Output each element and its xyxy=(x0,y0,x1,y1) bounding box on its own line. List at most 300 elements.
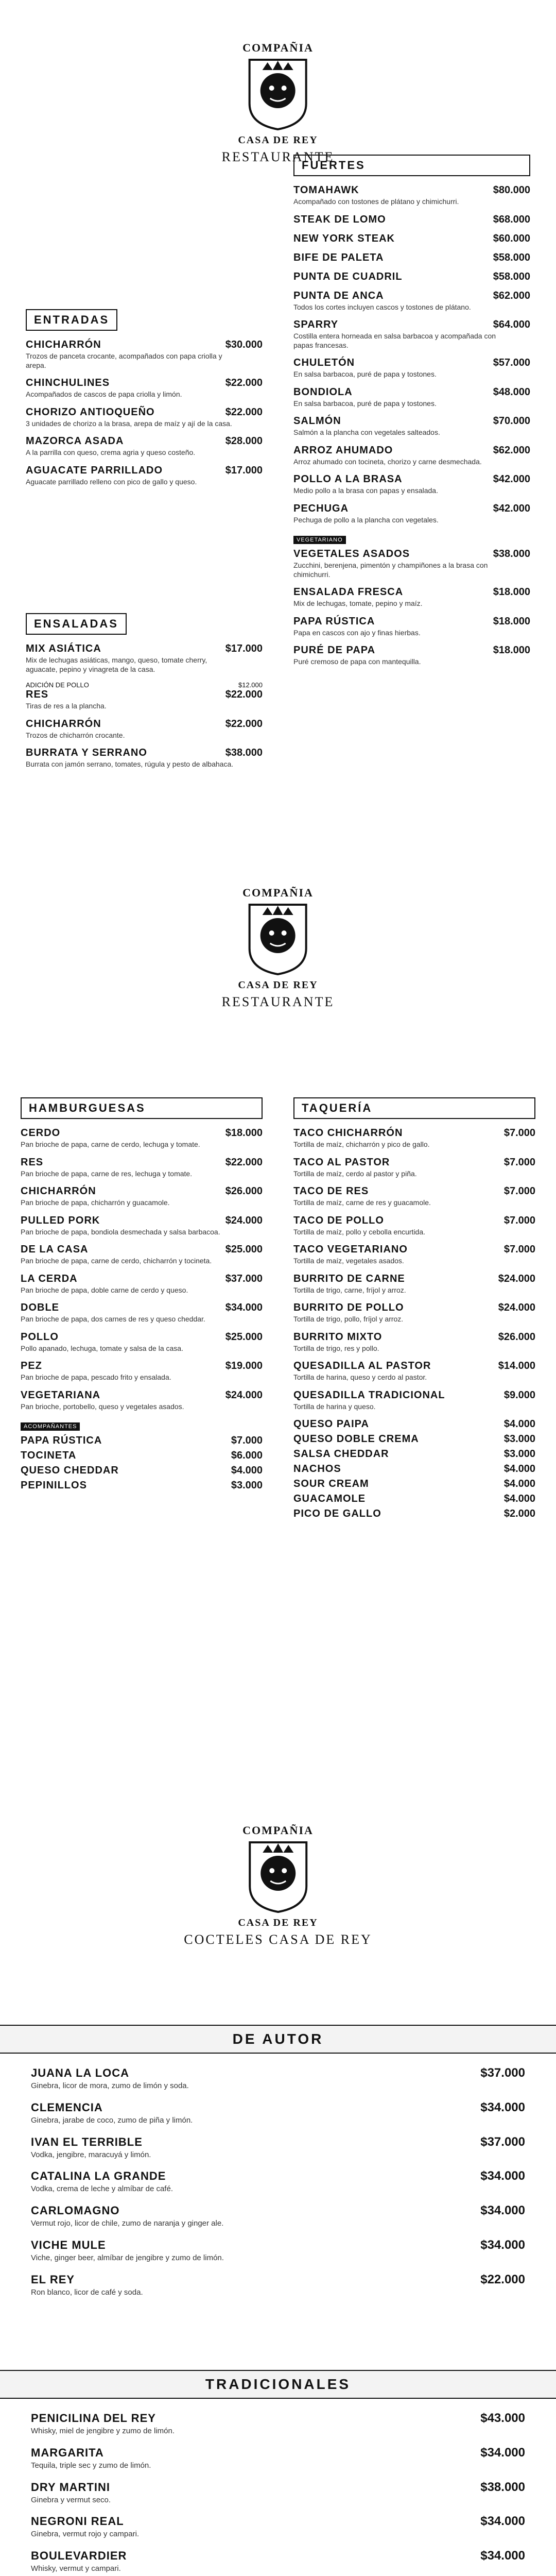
menu-item xyxy=(293,1157,535,1179)
menu-item-row xyxy=(31,2273,525,2287)
menu-item-desc: Tequila, triple sec y zumo de limón. xyxy=(31,2461,151,2470)
menu-item xyxy=(26,406,263,429)
menu-item-name: CHICHARRÓN xyxy=(26,718,101,730)
menu-item xyxy=(26,435,263,457)
menu-item-row xyxy=(293,386,530,398)
menu-item-name: PENICILINA DEL REY xyxy=(31,2412,156,2425)
menu-item-row xyxy=(293,1478,535,1490)
menu-item-price: $2.000 xyxy=(503,1508,535,1519)
menu-item-price: $4.000 xyxy=(503,1493,535,1504)
menu-item xyxy=(293,1448,535,1460)
menu-item xyxy=(293,252,530,264)
brand-name-top-3: COMPAÑIA xyxy=(242,1824,314,1837)
menu-item xyxy=(293,1433,535,1445)
menu-item-price: $26.000 xyxy=(225,1185,263,1197)
menu-item-desc: Arroz ahumado con tocineta, chorizo y carne desmechada. xyxy=(293,457,482,466)
taqueria-title: TAQUERÍA xyxy=(293,1097,535,1119)
menu-item xyxy=(293,184,530,207)
brand-name-bottom: CASA DE REY xyxy=(238,134,318,146)
menu-item xyxy=(21,1465,263,1477)
menu-item-row xyxy=(293,1433,535,1445)
menu-item-price: $4.000 xyxy=(503,1478,535,1489)
menu-item-name: CHINCHULINES xyxy=(26,377,110,388)
menu-item-row xyxy=(293,233,530,245)
menu-item-price: $24.000 xyxy=(498,1302,535,1313)
menu-item xyxy=(26,747,263,769)
menu-item-row xyxy=(31,2549,525,2563)
menu-item-row xyxy=(21,1331,263,1343)
menu-item-price: $18.000 xyxy=(493,586,530,598)
menu-item-desc: Pan brioche de papa, chicharrón y guacamole. xyxy=(21,1198,170,1207)
menu-item-price: $24.000 xyxy=(225,1214,263,1226)
menu-item-row xyxy=(293,1418,535,1430)
menu-item-row xyxy=(26,689,263,701)
de-autor-section xyxy=(31,2066,525,2307)
menu-item-name: TOMAHAWK xyxy=(293,184,359,196)
hamburguesas-section xyxy=(21,1097,263,1495)
menu-item-row xyxy=(293,1215,535,1227)
menu-item-name: CERDO xyxy=(21,1127,61,1139)
menu-item xyxy=(31,2411,525,2436)
menu-item-name: BURRATA Y SERRANO xyxy=(26,747,147,758)
menu-item xyxy=(293,1389,535,1412)
menu-item xyxy=(293,214,530,226)
menu-item-name: ENSALADA FRESCA xyxy=(293,586,404,598)
menu-item-price: $18.000 xyxy=(493,645,530,656)
menu-item-price: $7.000 xyxy=(231,1435,263,1446)
menu-item-row xyxy=(293,445,530,456)
tradicionales-title: TRADICIONALES xyxy=(0,2370,556,2399)
menu-item-price: $48.000 xyxy=(493,386,530,398)
menu-item xyxy=(26,465,263,487)
menu-item-price: $62.000 xyxy=(493,444,530,456)
menu-item-name: SALSA CHEDDAR xyxy=(293,1448,389,1460)
menu-item-desc: Trozos de chicharrón crocante. xyxy=(26,731,125,739)
menu-item-row xyxy=(21,1450,263,1462)
menu-item-desc: Todos los cortes incluyen cascos y tostones de plátano. xyxy=(293,302,471,311)
menu-item-name: CARLOMAGNO xyxy=(31,2204,120,2217)
menu-item-price: $24.000 xyxy=(498,1273,535,1284)
restaurant-caption: RESTAURANTE xyxy=(221,149,335,164)
menu-item-name: PEPINILLOS xyxy=(21,1480,87,1491)
menu-item-price: $22.000 xyxy=(225,689,263,700)
menu-item-price: $22.000 xyxy=(225,406,263,418)
brand-name-bottom-3: CASA DE REY xyxy=(238,1917,318,1928)
menu-item-desc: Tortilla de trigo, pollo, fríjol y arroz. xyxy=(293,1315,404,1323)
menu-item-price: $64.000 xyxy=(493,319,530,330)
menu-item-price: $4.000 xyxy=(231,1465,263,1476)
ensaladas-title: ENSALADAS xyxy=(26,613,127,635)
menu-item-price: $18.000 xyxy=(493,615,530,627)
menu-item-price: $34.000 xyxy=(225,1302,263,1313)
menu-item-name: PUNTA DE CUADRIL xyxy=(293,270,403,282)
menu-item-price: $25.000 xyxy=(225,1331,263,1343)
menu-item-name: TACO DE POLLO xyxy=(293,1214,384,1226)
menu-item-row xyxy=(31,2204,525,2218)
menu-item-desc: Tortilla de maíz, carne de res y guacamole. xyxy=(293,1198,431,1207)
menu-item-row xyxy=(31,2238,525,2252)
menu-item-name: STEAK DE LOMO xyxy=(293,213,386,225)
menu-item xyxy=(21,1435,263,1447)
menu-item-name: BOULEVARDIER xyxy=(31,2549,127,2562)
menu-item-row xyxy=(293,415,530,427)
menu-item-desc: Mix de lechugas, tomate, pepino y maíz. xyxy=(293,599,423,607)
menu-item-price: $37.000 xyxy=(225,1273,263,1284)
menu-item-name: MARGARITA xyxy=(31,2446,104,2459)
menu-item xyxy=(293,1360,535,1382)
menu-item-name: RES xyxy=(26,689,49,700)
menu-item xyxy=(293,415,530,437)
menu-item-name: POLLO xyxy=(21,1331,59,1343)
menu-item-name: NEW YORK STEAK xyxy=(293,232,395,244)
menu-item-row xyxy=(26,339,263,351)
menu-item-desc: Papa en cascos con ajo y finas hierbas. xyxy=(293,628,421,637)
menu-item xyxy=(293,1478,535,1490)
menu-item-row xyxy=(26,643,263,655)
menu-item xyxy=(21,1331,263,1353)
menu-item-row xyxy=(293,1389,535,1401)
menu-item-desc: Pollo apanado, lechuga, tomate y salsa de la casa. xyxy=(21,1344,183,1352)
menu-item-row xyxy=(31,2514,525,2529)
menu-item-name: BONDIOLA xyxy=(293,386,353,398)
menu-item-name: NACHOS xyxy=(293,1463,341,1475)
menu-item-price: $38.000 xyxy=(480,2480,525,2494)
menu-item-price: $7.000 xyxy=(503,1214,535,1226)
menu-item-desc: Mix de lechugas asiáticas, mango, queso, tomate cherry, aguacate, pepino y vinagreta de la casa. xyxy=(26,656,207,673)
menu-item-price: $22.000 xyxy=(225,718,263,730)
menu-item-name: PUNTA DE ANCA xyxy=(293,290,384,301)
menu-item-desc: Pan brioche de papa, pescado frito y ensalada. xyxy=(21,1373,171,1381)
menu-item-name: BURRITO MIXTO xyxy=(293,1331,383,1343)
menu-item-name: PECHUGA xyxy=(293,502,349,514)
menu-item-name: PULLED PORK xyxy=(21,1214,100,1226)
menu-item-name: CHICHARRÓN xyxy=(26,339,101,350)
addon-name: ADICIÓN DE POLLO xyxy=(26,681,89,689)
menu-item xyxy=(293,548,530,579)
menu-item-price: $3.000 xyxy=(231,1480,263,1491)
menu-item-price: $7.000 xyxy=(503,1127,535,1139)
menu-item-name: CLEMENCIA xyxy=(31,2100,103,2114)
menu-item-name: CHULETÓN xyxy=(293,357,355,368)
menu-item-row xyxy=(293,586,530,598)
menu-item xyxy=(21,1360,263,1382)
menu-item-price: $34.000 xyxy=(480,2169,525,2183)
brand-name-top: COMPAÑIA xyxy=(242,41,314,54)
menu-item-name: ARROZ AHUMADO xyxy=(293,444,393,456)
menu-item xyxy=(31,2169,525,2194)
menu-item xyxy=(31,2480,525,2505)
menu-item xyxy=(21,1157,263,1179)
menu-item-row xyxy=(293,503,530,515)
menu-item-price: $38.000 xyxy=(493,548,530,560)
menu-item-name: NEGRONI REAL xyxy=(31,2515,124,2528)
menu-item-desc: Costilla entera horneada en salsa barbacoa y acompañada con papas francesas. xyxy=(293,332,496,349)
menu-item-desc: Pan brioche de papa, carne de cerdo, lechuga y tomate. xyxy=(21,1140,200,1148)
menu-item xyxy=(21,1273,263,1295)
menu-item-desc: Ginebra, vermut rojo y campari. xyxy=(31,2530,140,2539)
menu-item-price: $62.000 xyxy=(493,290,530,301)
menu-item-desc: Vodka, jengibre, maracuyá y limón. xyxy=(31,2150,151,2159)
menu-item-desc: Vermut rojo, licor de chile, zumo de naranja y ginger ale. xyxy=(31,2219,224,2228)
crest-icon xyxy=(239,1837,317,1914)
menu-item-name: QUESO PAIPA xyxy=(293,1418,369,1430)
menu-item-name: VICHE MULE xyxy=(31,2238,106,2251)
menu-item-name: QUESO DOBLE CREMA xyxy=(293,1433,419,1445)
menu-item-price: $30.000 xyxy=(225,339,263,350)
hamburguesas-title: HAMBURGUESAS xyxy=(21,1097,263,1119)
menu-item xyxy=(26,643,263,674)
menu-item-price: $34.000 xyxy=(480,2514,525,2529)
menu-item-desc: Acompañado con tostones de plátano y chimichurri. xyxy=(293,197,459,206)
brand-name-top-2: COMPAÑIA xyxy=(242,886,314,899)
fuertes-section xyxy=(293,155,530,674)
menu-item xyxy=(293,1127,535,1149)
menu-item-row xyxy=(293,1244,535,1256)
ensaladas-section xyxy=(26,613,263,776)
menu-item-desc: Pan brioche de papa, carne de cerdo, chicharrón y tocineta. xyxy=(21,1257,212,1265)
menu-item-name: BURRITO DE CARNE xyxy=(293,1273,405,1284)
menu-item xyxy=(293,616,530,638)
menu-item-price: $68.000 xyxy=(493,213,530,225)
menu-item xyxy=(26,689,263,711)
menu-item-price: $17.000 xyxy=(225,643,263,654)
menu-item xyxy=(21,1215,263,1237)
menu-item-row xyxy=(293,1493,535,1505)
menu-item-price: $4.000 xyxy=(503,1418,535,1430)
menu-item-desc: Tortilla de harina y queso. xyxy=(293,1402,376,1411)
menu-item xyxy=(293,271,530,283)
menu-item-desc: Viche, ginger beer, almíbar de jengibre y zumo de limón. xyxy=(31,2253,224,2262)
menu-item-price: $3.000 xyxy=(503,1448,535,1460)
menu-item-name: DOBLE xyxy=(21,1302,59,1313)
menu-item-price: $80.000 xyxy=(493,184,530,196)
menu-item-desc: Pechuga de pollo a la plancha con vegetales. xyxy=(293,515,439,524)
menu-item-name: JUANA LA LOCA xyxy=(31,2066,130,2079)
menu-item-name: TACO AL PASTOR xyxy=(293,1156,390,1168)
crest-icon xyxy=(239,55,317,132)
menu-item xyxy=(31,2238,525,2263)
menu-item-price: $19.000 xyxy=(225,1360,263,1371)
menu-item-desc: Pan brioche de papa, dos carnes de res y queso cheddar. xyxy=(21,1315,205,1323)
menu-item-name: CHORIZO ANTIOQUEÑO xyxy=(26,406,155,418)
menu-item-desc: Pan brioche de papa, doble carne de cerdo y queso. xyxy=(21,1285,188,1294)
menu-item xyxy=(26,718,263,740)
menu-item-row xyxy=(21,1244,263,1256)
menu-item xyxy=(31,2100,525,2126)
menu-item-desc: Tortilla de maíz, cerdo al pastor y piña. xyxy=(293,1169,417,1178)
menu-item-price: $37.000 xyxy=(480,2134,525,2149)
menu-item-name: SALMÓN xyxy=(293,415,341,427)
menu-item-desc: Aguacate parrillado relleno con pico de gallo y queso. xyxy=(26,477,197,486)
menu-item-row xyxy=(293,1127,535,1139)
menu-item-price: $7.000 xyxy=(503,1185,535,1197)
menu-item-price: $38.000 xyxy=(225,747,263,758)
brand-name-bottom-2: CASA DE REY xyxy=(238,979,318,991)
menu-item-price: $57.000 xyxy=(493,357,530,368)
menu-item-desc: Medio pollo a la brasa con papas y ensalada. xyxy=(293,486,438,495)
menu-item-row xyxy=(21,1127,263,1139)
menu-item xyxy=(293,1302,535,1324)
brand-logo-3 xyxy=(184,1824,372,1947)
menu-item xyxy=(293,503,530,525)
menu-item-row xyxy=(293,1508,535,1520)
menu-item-desc: Acompañados de cascos de papa criolla y limón. xyxy=(26,390,182,398)
menu-item xyxy=(293,1463,535,1475)
menu-item xyxy=(31,2204,525,2229)
menu-item-name: MAZORCA ASADA xyxy=(26,435,124,447)
addon-row xyxy=(26,681,263,689)
menu-item xyxy=(293,290,530,312)
menu-item-row xyxy=(293,319,530,331)
brand-logo-2 xyxy=(222,886,335,1010)
menu-item-desc: En salsa barbacoa, puré de papa y tostones. xyxy=(293,399,437,408)
menu-item-row xyxy=(21,1215,263,1227)
menu-item-row xyxy=(21,1435,263,1447)
menu-item-row xyxy=(26,465,263,477)
menu-item-name: PEZ xyxy=(21,1360,42,1371)
menu-item-desc: Tortilla de maíz, vegetales asados. xyxy=(293,1257,404,1265)
menu-item-price: $37.000 xyxy=(480,2066,525,2080)
menu-item-desc: Ginebra, jarabe de coco, zumo de piña y limón. xyxy=(31,2115,193,2125)
menu-item xyxy=(31,2446,525,2471)
menu-item-price: $26.000 xyxy=(498,1331,535,1343)
menu-item-row xyxy=(31,2446,525,2460)
addon-price: $12.000 xyxy=(238,681,263,689)
fuertes-title: FUERTES xyxy=(293,155,530,176)
menu-item-row xyxy=(293,1302,535,1314)
brand-logo xyxy=(222,41,335,165)
menu-item-price: $43.000 xyxy=(480,2411,525,2425)
menu-item xyxy=(293,233,530,245)
menu-item-desc: Pan brioche de papa, carne de res, lechuga y tomate. xyxy=(21,1169,193,1178)
menu-item-price: $34.000 xyxy=(480,2238,525,2252)
menu-item-price: $42.000 xyxy=(493,502,530,514)
menu-item-name: QUESO CHEDDAR xyxy=(21,1465,119,1476)
menu-item-row xyxy=(293,214,530,226)
menu-item-desc: Salmón a la plancha con vegetales salteados. xyxy=(293,428,440,436)
menu-item-name: DRY MARTINI xyxy=(31,2480,110,2494)
menu-item-desc: Vodka, crema de leche y almíbar de café. xyxy=(31,2184,173,2194)
menu-item-desc: Tortilla de maíz, chicharrón y pico de gallo. xyxy=(293,1140,430,1148)
menu-item-price: $58.000 xyxy=(493,270,530,282)
menu-item-price: $17.000 xyxy=(225,464,263,476)
menu-item xyxy=(26,339,263,370)
menu-item-row xyxy=(293,357,530,369)
menu-item-row xyxy=(26,406,263,418)
menu-item-name: TACO DE RES xyxy=(293,1185,369,1197)
crest-icon xyxy=(239,900,317,977)
menu-item-desc: Ron blanco, licor de café y soda. xyxy=(31,2287,143,2297)
menu-item-row xyxy=(293,1448,535,1460)
menu-item-row xyxy=(293,473,530,485)
menu-item-row xyxy=(293,1360,535,1372)
menu-item xyxy=(21,1244,263,1266)
menu-item-name: EL REY xyxy=(31,2273,75,2286)
menu-item-price: $22.000 xyxy=(480,2272,525,2286)
entradas-title: ENTRADAS xyxy=(26,309,117,331)
menu-item-price: $25.000 xyxy=(225,1244,263,1255)
menu-item-desc: Pan brioche, portobello, queso y vegetales asados. xyxy=(21,1402,184,1411)
menu-item-desc: Ginebra, licor de mora, zumo de limón y soda. xyxy=(31,2081,189,2090)
menu-item-name: SPARRY xyxy=(293,319,339,330)
menu-item-desc: 3 unidades de chorizo a la brasa, arepa de maíz y ají de la casa. xyxy=(26,419,232,428)
menu-item-name: VEGETARIANA xyxy=(21,1389,101,1401)
menu-item-name: DE LA CASA xyxy=(21,1244,89,1255)
menu-item xyxy=(21,1480,263,1492)
taqueria-section xyxy=(293,1097,535,1523)
menu-item-row xyxy=(293,616,530,628)
menu-item-row xyxy=(293,645,530,656)
menu-item-row xyxy=(31,2480,525,2495)
menu-item-price: $4.000 xyxy=(503,1463,535,1475)
menu-item-row xyxy=(21,1465,263,1477)
menu-item-price: $24.000 xyxy=(225,1389,263,1401)
acompanantes-tag: ACOMPAÑANTES xyxy=(21,1422,80,1431)
menu-item-name: AGUACATE PARRILLADO xyxy=(26,464,163,476)
menu-item xyxy=(21,1302,263,1324)
menu-item-row xyxy=(26,718,263,730)
menu-item-row xyxy=(21,1157,263,1168)
menu-item-name: GUACAMOLE xyxy=(293,1493,366,1504)
menu-item-name: CHICHARRÓN xyxy=(21,1185,96,1197)
menu-item xyxy=(31,2514,525,2539)
menu-item-row xyxy=(31,2135,525,2149)
menu-item-desc: Pan brioche de papa, bondiola desmechada y salsa barbacoa. xyxy=(21,1227,220,1236)
cocteles-caption: COCTELES CASA DE REY xyxy=(184,1932,372,1947)
menu-item-price: $14.000 xyxy=(498,1360,535,1371)
menu-item-desc: Ginebra y vermut seco. xyxy=(31,2495,111,2504)
menu-item-name: BURRITO DE POLLO xyxy=(293,1302,404,1313)
menu-item-desc: Whisky, miel de jengibre y zumo de limón. xyxy=(31,2427,175,2435)
menu-item-name: RES xyxy=(21,1156,44,1168)
menu-item-price: $6.000 xyxy=(231,1450,263,1461)
menu-item-name: TOCINETA xyxy=(21,1450,77,1461)
menu-item xyxy=(293,1185,535,1208)
menu-item-row xyxy=(293,1463,535,1475)
menu-item xyxy=(31,2549,525,2574)
menu-item xyxy=(31,2066,525,2091)
menu-item-price: $22.000 xyxy=(225,1156,263,1168)
menu-item-row xyxy=(21,1389,263,1401)
menu-item xyxy=(293,1508,535,1520)
menu-item-row xyxy=(26,435,263,447)
entradas-section xyxy=(26,309,263,494)
menu-item-desc: Tortilla de trigo, res y pollo. xyxy=(293,1344,379,1352)
menu-item-row xyxy=(31,2169,525,2183)
menu-item xyxy=(293,319,530,350)
menu-item-price: $22.000 xyxy=(225,377,263,388)
menu-item-name: MIX ASIÁTICA xyxy=(26,643,101,654)
menu-item-name: VEGETALES ASADOS xyxy=(293,548,410,560)
menu-item-row xyxy=(293,1331,535,1343)
menu-item-desc: Tiras de res a la plancha. xyxy=(26,702,107,710)
menu-item-row xyxy=(31,2100,525,2115)
menu-item-desc: Zucchini, berenjena, pimentón y champiñones a la brasa con chimichurri. xyxy=(293,561,488,579)
menu-item-row xyxy=(293,1157,535,1168)
menu-item-name: PICO DE GALLO xyxy=(293,1508,381,1519)
menu-item xyxy=(293,1215,535,1237)
menu-item-row xyxy=(293,1185,535,1197)
menu-item xyxy=(293,357,530,379)
menu-item-row xyxy=(293,184,530,196)
menu-item-price: $58.000 xyxy=(493,251,530,263)
menu-item xyxy=(293,386,530,409)
menu-item-price: $60.000 xyxy=(493,232,530,244)
de-autor-title: DE AUTOR xyxy=(0,2025,556,2054)
menu-item-name: TACO CHICHARRÓN xyxy=(293,1127,403,1139)
menu-item-row xyxy=(31,2066,525,2080)
menu-item-name: PAPA RÚSTICA xyxy=(21,1435,102,1446)
